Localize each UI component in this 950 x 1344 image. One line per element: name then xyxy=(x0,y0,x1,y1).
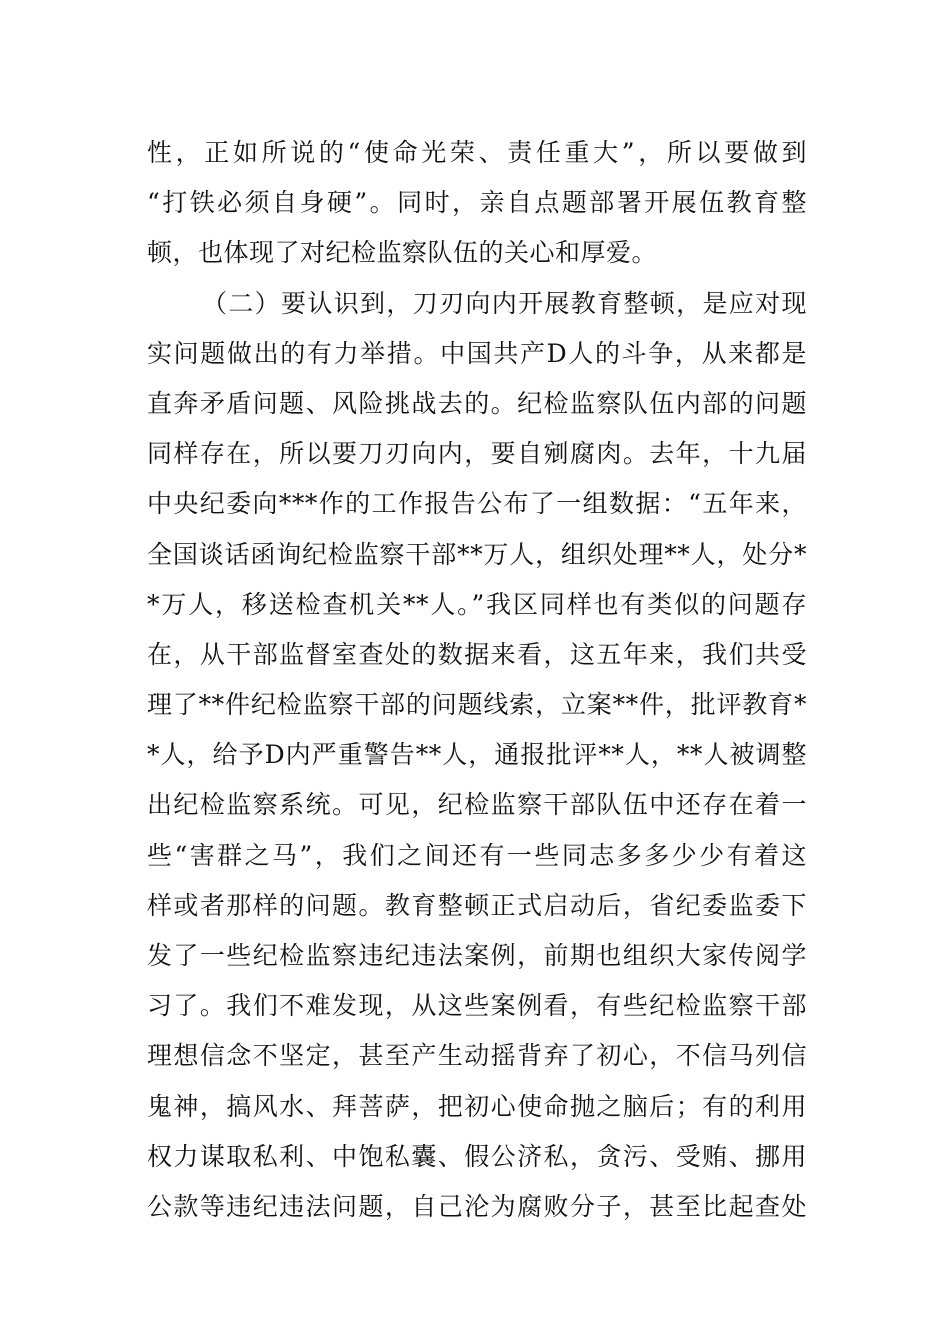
text-line-22: 公款等违纪违法问题，自己沦为腐败分子，甚至比起查处 xyxy=(147,1191,807,1221)
text-line-2: “打铁必须自身硬”。同时，亲自点题部署开展伍教育整 xyxy=(147,188,807,218)
text-line-17: 发了一些纪检监察违纪违法案例，前期也组织大家传阅学 xyxy=(147,941,807,970)
text-line-11: 在，从干部监督室查处的数据来看，这五年来，我们共受 xyxy=(147,639,807,669)
text-line-18: 习了。我们不难发现，从这些案例看，有些纪检监察干部 xyxy=(147,991,807,1021)
text-line-1: 性，正如所说的“使命光荣、责任重大”，所以要做到 xyxy=(147,138,807,167)
text-line-3: 顿，也体现了对纪检监察队伍的关心和厚爱。 xyxy=(147,238,658,268)
text-line-14: 出纪检监察系统。可见，纪检监察干部队伍中还存在着一 xyxy=(147,790,807,820)
text-line-21: 权力谋取私利、中饱私囊、假公济私，贪污、受贿、挪用 xyxy=(147,1141,807,1171)
text-line-5: 实问题做出的有力举措。中国共产D人的斗争，从来都是 xyxy=(147,338,807,368)
text-line-12: 理了**件纪检监察干部的问题线索，立案**件，批评教育* xyxy=(147,690,807,720)
text-line-4: （二）要认识到，刀刃向内开展教育整顿，是应对现 xyxy=(202,288,807,318)
text-line-15: 些“害群之马”，我们之间还有一些同志多多少少有着这 xyxy=(147,840,807,870)
text-line-7: 同样存在，所以要刀刃向内，要自剜腐肉。去年，十九届 xyxy=(147,439,807,469)
body-text xyxy=(147,128,807,1232)
text-line-19: 理想信念不坚定，甚至产生动摇背弃了初心，不信马列信 xyxy=(147,1041,807,1071)
text-line-13: *人，给予D内严重警告**人，通报批评**人，**人被调整 xyxy=(147,740,807,770)
text-line-8: 中央纪委向***作的工作报告公布了一组数据：“五年来， xyxy=(147,489,807,519)
text-line-20: 鬼神，搞风水、拜菩萨，把初心使命抛之脑后；有的利用 xyxy=(147,1091,807,1121)
text-line-16: 样或者那样的问题。教育整顿正式启动后，省纪委监委下 xyxy=(147,890,807,920)
text-line-6: 直奔矛盾问题、风险挑战去的。纪检监察队伍内部的问题 xyxy=(147,388,807,418)
text-line-9: 全国谈话函询纪检监察干部**万人，组织处理**人，处分* xyxy=(147,539,807,569)
text-line-10: *万人，移送检查机关**人。”我区同样也有类似的问题存 xyxy=(147,589,807,619)
